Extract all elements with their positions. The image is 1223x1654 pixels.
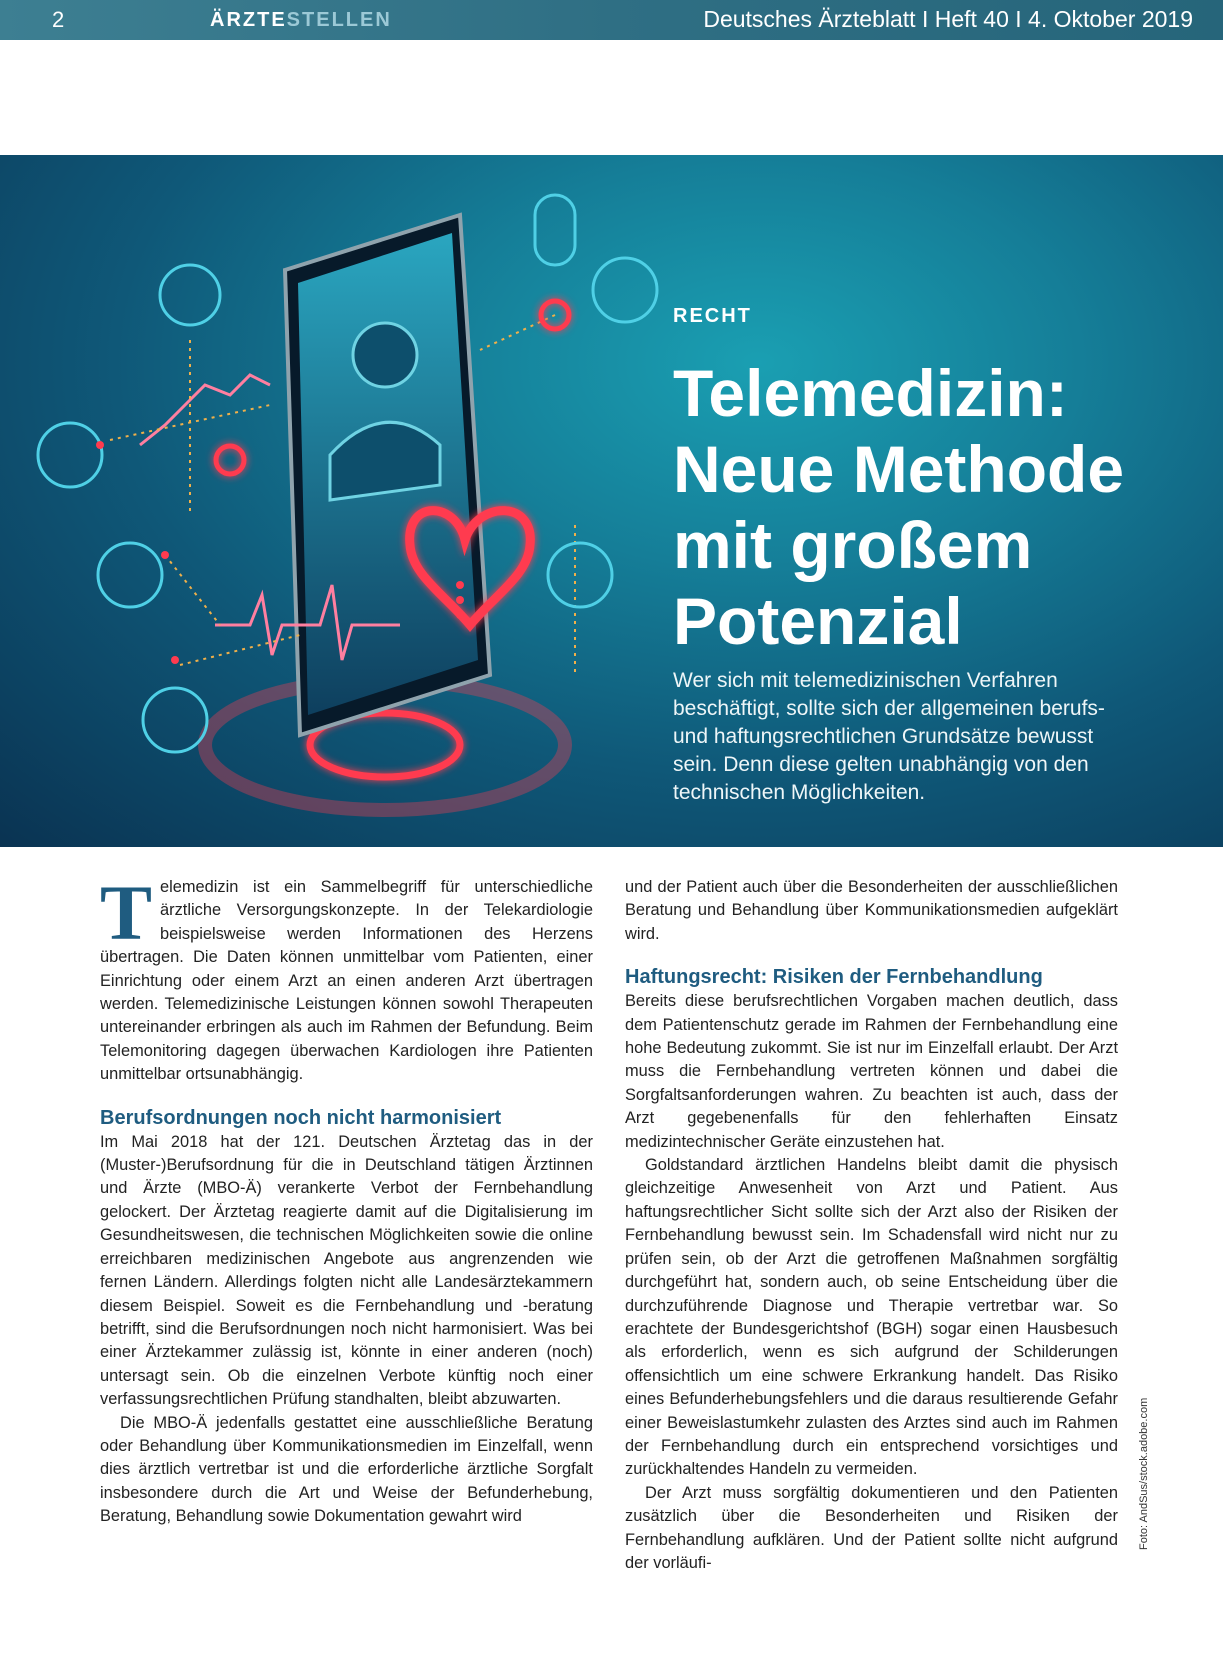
list-circle-icon bbox=[98, 543, 162, 607]
article-column-left bbox=[100, 869, 593, 1529]
body-paragraph: Die MBO-Ä jedenfalls gestattet eine ausschließliche Beratung oder Behandlung über Kommunikationsmedien im Einzelfall, wenn dies ärztlich vertretbar ist und die erforderliche ärztliche Sorgfalt insbesondere durch die Art und Weise der Befunderhebung, Beratung, Behandlung sowie Dokumentation gewahrt wird bbox=[100, 1413, 593, 1526]
thermometer-icon bbox=[535, 195, 575, 265]
brand-part-2: STELLEN bbox=[286, 9, 392, 31]
body-paragraph: Bereits diese berufsrechtlichen Vorgaben machen deutlich, dass dem Patientenschutz gerade im Rahmen der Fernbehandlung eine hohe Bedeutung zukommt. Sie ist nur im Einzelfall erlaubt. Der Arzt muss die Fernbehandlung vertreten können und dabei die Sorgfaltsanforderungen wahren. Zu beachten ist auch, dass der Arzt gegebenenfalls für den fehlerhaften Einsatz medizintechnischer Geräte einzustehen hat. bbox=[625, 992, 1118, 1151]
dot-icon bbox=[171, 656, 179, 664]
issue-info: Deutsches Ärzteblatt I Heft 40 I 4. Oktober 2019 bbox=[703, 6, 1193, 32]
hero-banner bbox=[0, 155, 1223, 847]
section-kicker: RECHT bbox=[673, 305, 752, 327]
subheading-berufsordnungen: Berufsordnungen noch nicht harmonisiert bbox=[100, 1106, 502, 1129]
medical-cross-circle-icon bbox=[143, 688, 207, 752]
article-column-right bbox=[625, 876, 1118, 1575]
target-node-icon bbox=[216, 446, 244, 474]
page-title: Telemedizin: Neue Methode mit großem Potenzial bbox=[673, 356, 1125, 658]
page-number: 2 bbox=[52, 7, 65, 32]
dot-icon bbox=[161, 551, 169, 559]
dot-icon bbox=[456, 581, 464, 589]
heart-circle-icon bbox=[593, 258, 657, 322]
intro-paragraph: elemedizin ist ein Sammelbegriff für unterschiedliche ärztliche Versorgungskonzepte. In der Telekardiologie beispielsweise werden Informationen des Herzens übertragen. Die Daten können unmittelbar vom Patienten, einer Einrichtung oder einem Arzt an einen anderen Arzt übertragen werden. Telemedizinische Leistungen können sowohl Therapeuten untereinander erbringen als auch im Rahmen der Befundung. Beim Telemonitoring dagegen überwachen Kardiologen ihre Patienten unmittelbar ortsunabhängig. bbox=[100, 878, 593, 1084]
body-paragraph: Der Arzt muss sorgfältig dokumentieren und den Patienten zusätzlich über die Besonderheiten und Risiken der Fernbehandlung aufklären. Und der Patient sollte nicht aufgrund der vorläufi- bbox=[625, 1483, 1118, 1572]
header-bar bbox=[0, 0, 1223, 40]
pulse-circle-icon bbox=[548, 543, 612, 607]
dot-icon bbox=[456, 611, 464, 619]
photo-credit: Foto: AndSus/stock.adobe.com bbox=[1138, 1397, 1150, 1550]
subheading-haftungsrecht: Haftungsrecht: Risiken der Fernbehandlung bbox=[625, 966, 1043, 989]
lead-paragraph: Wer sich mit telemedizinischen Verfahren beschäftigt, sollte sich der allgemeinen berufs- und haftungsrechtlichen Grundsätze bewusst sein. Denn diese gelten unabhängig von den technischen Möglichkeiten. bbox=[673, 669, 1105, 804]
chart-line-icon bbox=[140, 375, 270, 445]
pill-circle-icon bbox=[38, 423, 102, 487]
body-paragraph: und der Patient auch über die Besonderheiten der ausschließlichen Beratung und Behandlung über Kommunikationsmedien aufgeklärt wird. bbox=[625, 878, 1118, 943]
person-circle-icon bbox=[160, 265, 220, 325]
telemedicine-illustration bbox=[0, 155, 660, 847]
brand-part-1: ÄRZTE bbox=[210, 9, 287, 31]
brand-logo bbox=[210, 9, 392, 32]
body-paragraph: Im Mai 2018 hat der 121. Deutschen Ärztetag das in der (Muster-)Berufsordnung für die in Deutschland tätigen Ärztinnen und Ärzte (MBO-Ä) verankerte Verbot der Fernbehandlung gelockert. Der Ärztetag reagierte damit auf die Digitalisierung im Gesundheitswesen, die technischen Möglichkeiten sowie die online erreichbaren medizinischen Angebote aus angrenzenden wie fernen Ländern. Allerdings folgten nicht alle Landesärztekammern diesem Beispiel. Soweit es die Fernbehandlung und -beratung betrifft, sind die Berufsordnungen noch nicht harmonisiert. Was bei einer Ärztekammer zulässig ist, könnte in einer anderen (noch) untersagt sein. Ob die einzelnen Verbote künftig noch einer verfassungsrechtlichen Prüfung standhalten, bleibt abzuwarten. bbox=[100, 1132, 593, 1409]
dot-icon bbox=[456, 596, 464, 604]
body-paragraph: Goldstandard ärztlichen Handelns bleibt damit die physisch gleichzeitige Anwesenheit von Arzt und Patient. Aus haftungsrechtlicher Sicht sollte sich der Arzt also der Risiken der Fernbehandlung bewusst sein. Im Schadensfall wird nicht nur zu prüfen sein, ob der Arzt die getroffenen Maßnahmen sorgfältig durchgeführt hat, sondern auch, ob seine Entscheidung über die durchzuführende Diagnose und Therapie vertretbar war. So erachtete der Bundesgerichtshof (BGH) sogar einen Hausbesuch als erforderlich, wenn es sich aufgrund der Schilderungen offensichtlich um eine schwere Erkrankung handelt. Das Risiko eines Befunderhebungsfehlers und die daraus resultierende Gefahr einer Beweislastumkehr zulasten des Arztes sind auch im Rahmen der Fernbehandlung durch ein entsprechend vorsichtiges und zurückhaltendes Handeln zu vermeiden. bbox=[625, 1156, 1118, 1479]
dot-icon bbox=[96, 441, 104, 449]
drop-cap: T bbox=[100, 869, 153, 956]
